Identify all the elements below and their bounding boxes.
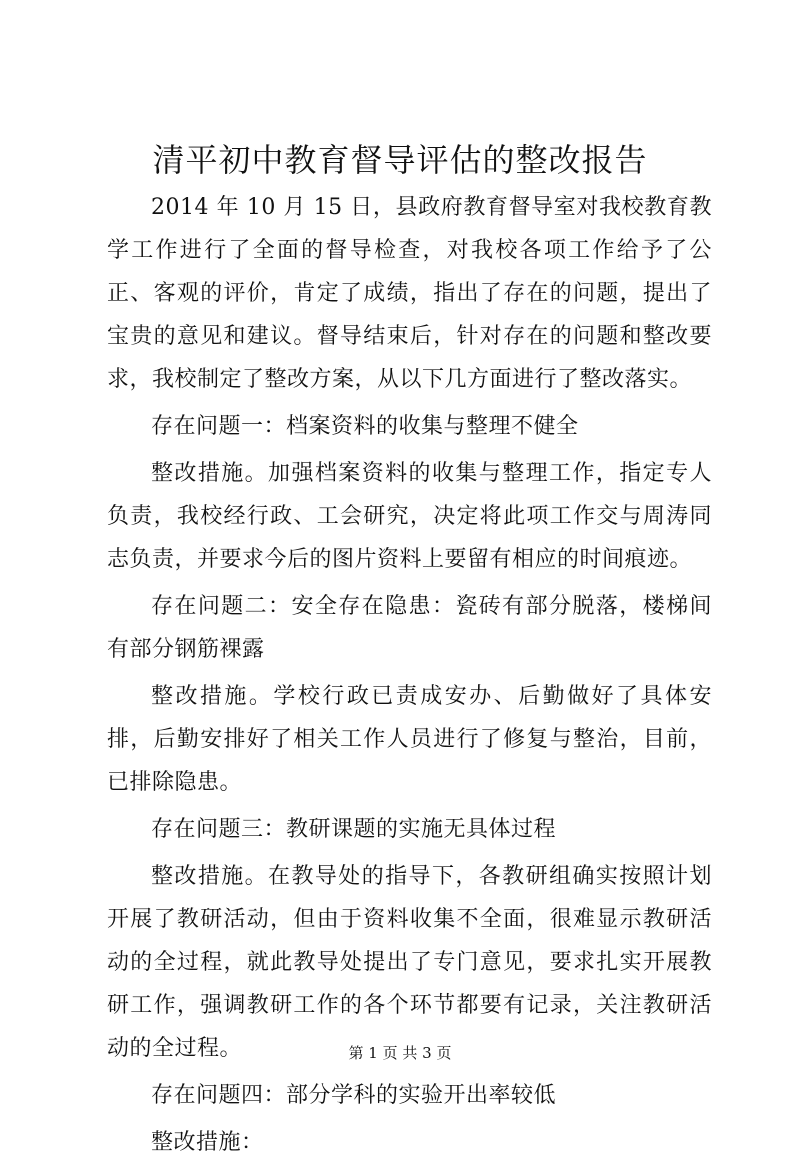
issue-three-heading: 存在问题三：教研课题的实施无具体过程 (151, 817, 557, 842)
measure-four-label: 整改措施： (151, 1130, 264, 1155)
page-footer: 第 1 页 共 3 页 (348, 1044, 452, 1062)
measure-one-paragraph: 整改措施。加强档案资料的收集与整理工作，指定专人负责，我校经行政、工会研究，决定将此项工作交与周涛同志负责，并要求今后的图片资料上要留有相应的时间痕迹。 (107, 461, 712, 572)
document-body (107, 186, 712, 1168)
issue-one-heading: 存在问题一：档案资料的收集与整理不健全 (151, 414, 579, 439)
intro-paragraph: 2014 年 10 月 15 日，县政府教育督导室对我校教育教学工作进行了全面的督导检查，对我校各项工作给予了公正、客观的评价，肯定了成绩，指出了存在的问题，提出了宝贵的意见和建议。督导结束后，针对存在的问题和整改要求，我校制定了整改方案，从以下几方面进行了整改落实。 (107, 195, 712, 392)
measure-two-paragraph: 整改措施。学校行政已责成安办、后勤做好了具体安排，后勤安排好了相关工作人员进行了修复与整治，目前，已排除隐患。 (107, 684, 712, 795)
measure-three-paragraph: 整改措施。在教导处的指导下，各教研组确实按照计划开展了教研活动，但由于资料收集不全面，很难显示教研活动的全过程，就此教导处提出了专门意见，要求扎实开展教研工作，强调教研工作的各个环节都要有记录，关注教研活动的全过程。 (107, 864, 712, 1061)
issue-two-heading: 存在问题二：安全存在隐患：瓷砖有部分脱落，楼梯间有部分钢筋裸露 (107, 594, 712, 662)
issue-four-heading: 存在问题四：部分学科的实验开出率较低 (151, 1083, 557, 1108)
document-title: 清平初中教育督导评估的整改报告 (152, 141, 648, 179)
